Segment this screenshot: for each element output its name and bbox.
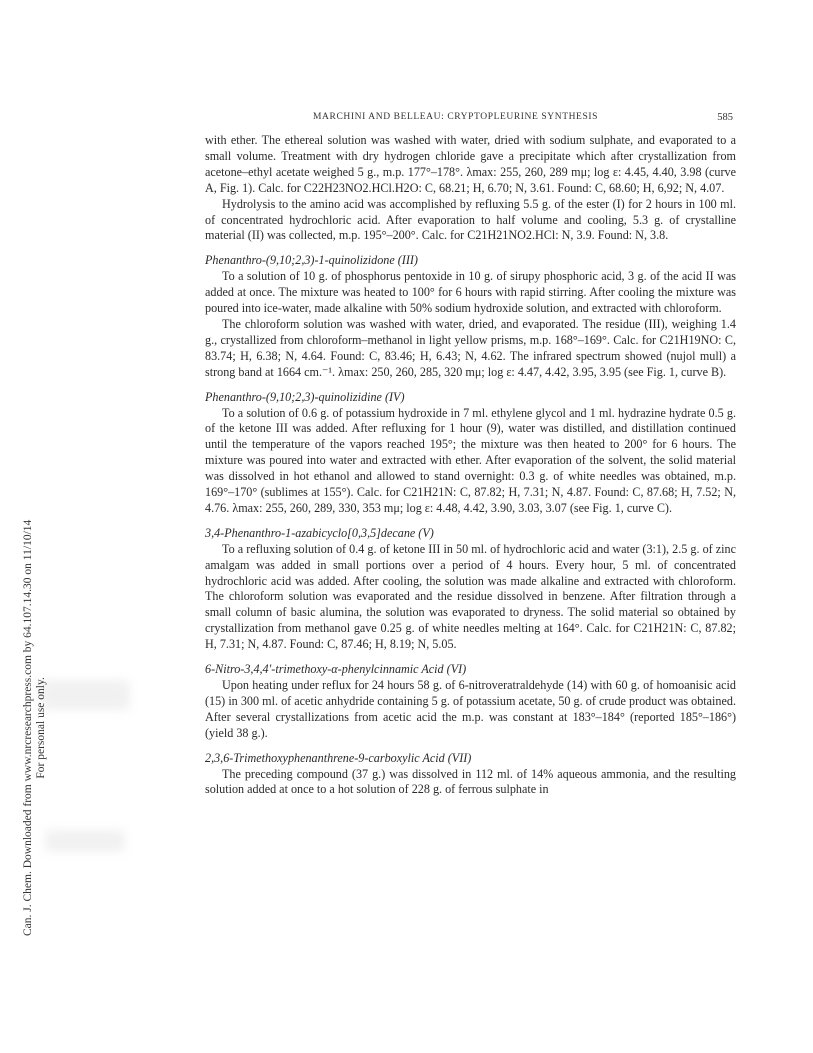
paragraph: with ether. The ethereal solution was washed with water, dried with sodium sulphate, and evaporated to a small volume. Treatment with dry hydrogen chloride gave a precipitate which after crystallization from acetone–ethyl acetate weighed 5 g., m.p. 177°–178°. λmax: 255, 260, 289 mμ; log ε: 4.45, 4.40, 3.98 (curve A, Fig. 1). Calc. for C22H23NO2.HCl.H2O: C, 68.21; H, 6.70; N, 3.61. Found: C, 68.60; H, 6,92; N, 4.07. — [205, 133, 736, 195]
article-body — [205, 133, 736, 798]
paragraph: Upon heating under reflux for 24 hours 58 g. of 6-nitroveratraldehyde (14) with 60 g. of homoanisic acid (15) in 300 ml. of acetic anhydride containing 5 g. of potassium acetate, 50 g. of crude product was obtained. After several crystallizations from acetic acid the m.p. was constant at 183°–184° (reported 185°–186°) (yield 38 g.). — [205, 678, 736, 740]
watermark-line: Can. J. Chem. Downloaded from www.nrcresearchpress.com by 64.107.14.30 on 11/10/14 — [22, 519, 34, 936]
section-heading: Phenanthro-(9,10;2,3)-1-quinolizidone (III) — [205, 253, 418, 268]
paragraph: The chloroform solution was washed with water, dried, and evaporated. The residue (III), weighing 1.4 g., crystallized from chloroform–methanol in light yellow prisms, m.p. 168°–169°. Calc. for C21H19NO: C, 83.74; H, 6.38; N, 4.64. Found: C, 83.46; H, 6.43; N, 4.62. The infrared spectrum showed (nujol mull) a strong band at 1664 cm.⁻¹. λmax: 250, 260, 285, 320 mμ; log ε: 4.47, 4.42, 3.95, 3.95 (see Fig. 1, curve B). — [205, 316, 736, 379]
watermark-line: For personal use only. — [35, 677, 47, 779]
paragraph: Hydrolysis to the amino acid was accomplished by refluxing 5.5 g. of the ester (I) for 2 hours in 100 ml. of concentrated hydrochloric acid. After evaporation to half volume and cooling, 5.3 g. of crystalline material (II) was collected, m.p. 195°–200°. Calc. for C21H21NO2.HCl: N, 3.9. Found: N, 3.8. — [205, 196, 736, 243]
section-heading: 6-Nitro-3,4,4′-trimethoxy-α-phenylcinnamic Acid (VI) — [205, 662, 467, 677]
paragraph: To a solution of 0.6 g. of potassium hydroxide in 7 ml. ethylene glycol and 1 ml. hydrazine hydrate 0.5 g. of the ketone III was added. After refluxing for 1 hour (9), water was distilled, and distillation continued until the temperature of the vapors reached 195°; the mixture was then heated to 200° for 6 hours. The mixture was poured into water and extracted with ether. After evaporation of the solvent, the solid material was dissolved in hot ethanol and allowed to stand overnight: 0.3 g. of white needles was obtained, m.p. 169°–170° (sublimes at 155°). Calc. for C21H21N: C, 87.82; H, 7.31; N, 4.87. Found: C, 87.68; H, 7.52; N, 4.76. λmax: 255, 260, 289, 330, 353 mμ; log ε: 4.48, 4.42, 3.90, 3.03, 3.07 (see Fig. 1, curve C). — [205, 405, 736, 515]
paragraph: To a solution of 10 g. of phosphorus pentoxide in 10 g. of sirupy phosphoric acid, 3 g. of the acid II was added at once. The mixture was heated to 100° for 6 hours with rapid stirring. After cooling the mixture was poured into ice-water, made alkaline with 50% sodium hydroxide solution, and extracted with chloroform. — [205, 269, 736, 316]
running-title: MARCHINI AND BELLEAU: CRYPTOPLEURINE SYNTHESIS — [313, 112, 598, 122]
section-heading: Phenanthro-(9,10;2,3)-quinolizidine (IV) — [205, 389, 405, 404]
paragraph: To a refluxing solution of 0.4 g. of ketone III in 50 ml. of hydrochloric acid and water (3:1), 2.5 g. of zinc amalgam was added in small portions over a period of 4 hours. Every hour, 5 ml. of concentrated hydrochloric acid was added. After cooling, the solution was made alkaline and extracted with chloroform. The chloroform solution was evaporated and the residue dissolved in benzene. After filtration through a small column of basic alumina, the solution was evaporated to dryness. The solid material so obtained by crystallization from methanol gave 0.25 g. of white needles melting at 164°. Calc. for C21H21N: C, 87.82; H, 7.31; N, 4.87. Found: C, 87.46; H, 8.19; N, 5.05. — [205, 541, 736, 652]
section-heading: 3,4-Phenanthro-1-azabicyclo[0,3,5]decane (V) — [205, 525, 434, 540]
paragraph: The preceding compound (37 g.) was dissolved in 112 ml. of 14% aqueous ammonia, and the resulting solution added at once to a hot solution of 228 g. of ferrous sulphate in — [205, 766, 736, 797]
scan-smudge — [40, 680, 130, 710]
download-watermark — [22, 520, 48, 936]
page-number: 585 — [717, 112, 733, 123]
scan-smudge — [45, 830, 125, 852]
section-heading: 2,3,6-Trimethoxyphenanthrene-9-carboxylic Acid (VII) — [205, 750, 472, 765]
